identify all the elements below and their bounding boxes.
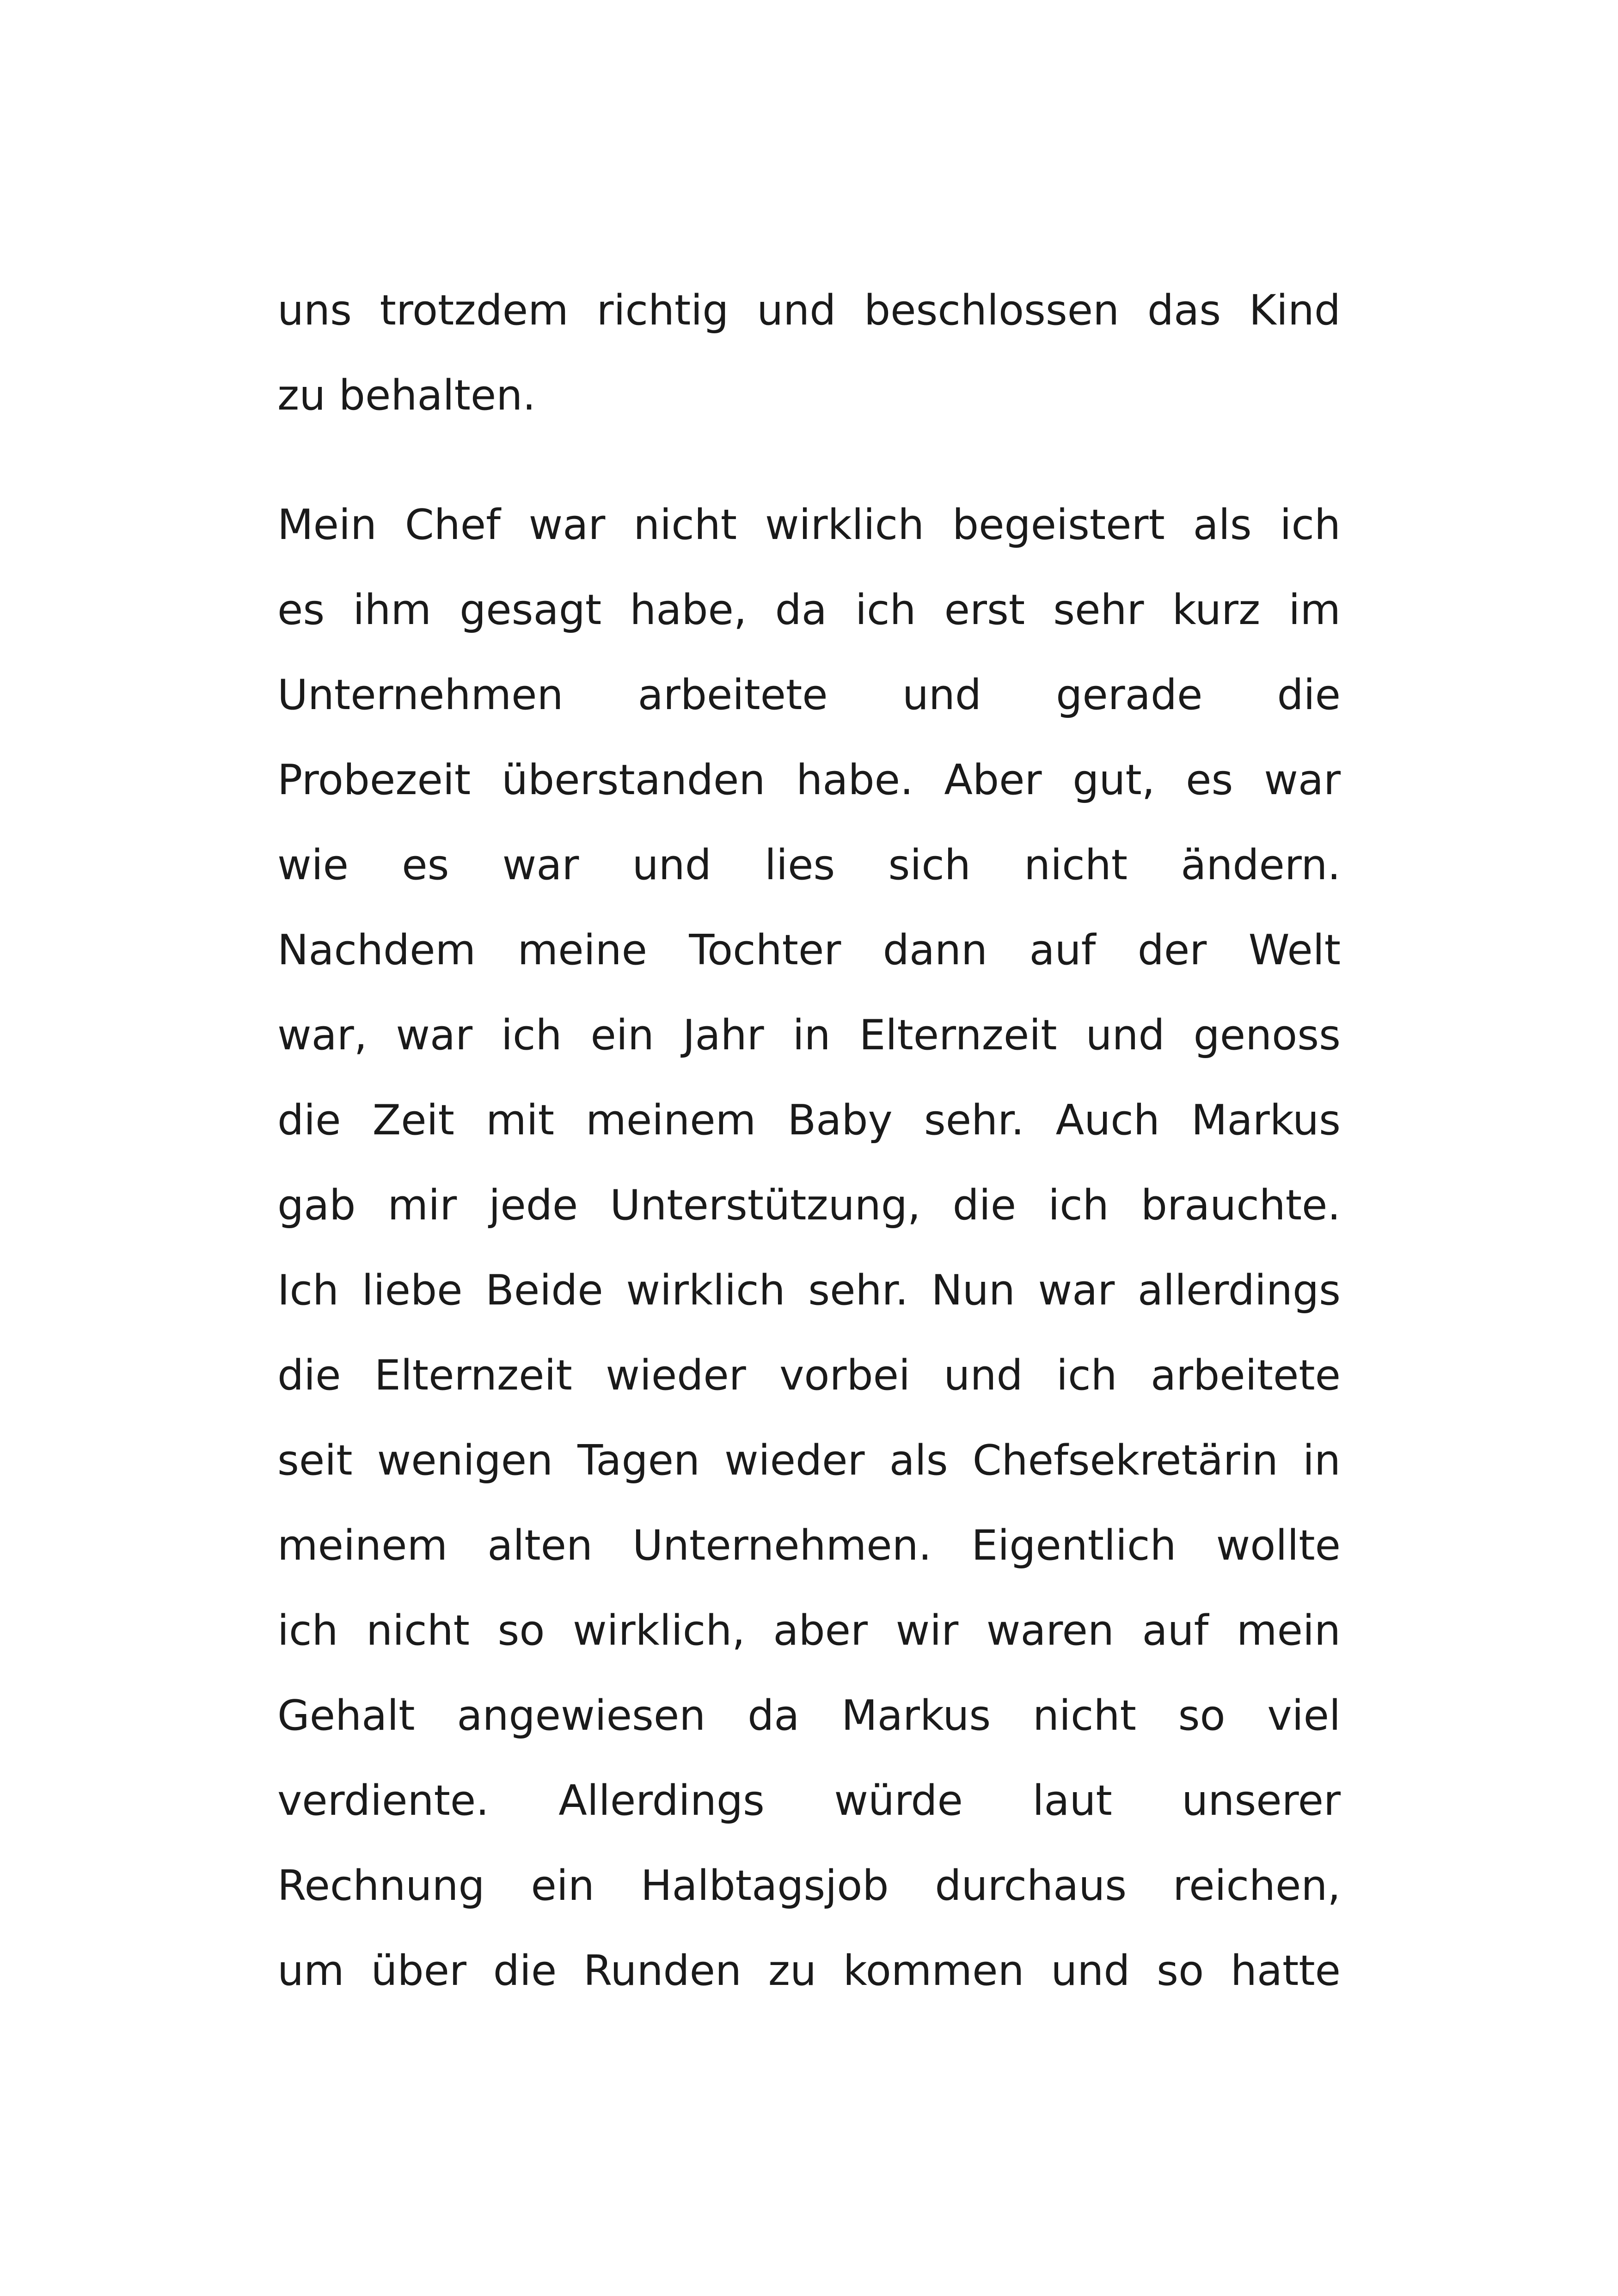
- text-line: verdiente. Allerdings würde laut unserer: [277, 1776, 1341, 1825]
- text-line: Probezeit überstanden habe. Aber gut, es war: [277, 756, 1341, 804]
- text-line: zu behalten.: [277, 371, 536, 420]
- text-line: Mein Chef war nicht wirklich begeistert als ich: [277, 501, 1341, 549]
- paragraph-spacer: [277, 438, 1341, 483]
- text-line: gab mir jede Unterstützung, die ich brauchte.: [277, 1181, 1341, 1230]
- text-line: die Zeit mit meinem Baby sehr. Auch Markus: [277, 1096, 1341, 1145]
- body-text: [277, 268, 1341, 2014]
- text-line: Rechnung ein Halbtagsjob durchaus reichen,: [277, 1861, 1341, 1910]
- text-line: die Elternzeit wieder vorbei und ich arbeitete: [277, 1351, 1341, 1400]
- text-line: Ich liebe Beide wirklich sehr. Nun war allerdings: [277, 1266, 1341, 1315]
- text-line: uns trotzdem richtig und beschlossen das Kind: [277, 286, 1341, 335]
- paragraph-1: [277, 268, 1341, 438]
- paragraph-2: [277, 483, 1341, 2014]
- text-line: seit wenigen Tagen wieder als Chefsekretärin in: [277, 1436, 1341, 1485]
- text-line: wie es war und lies sich nicht ändern.: [277, 841, 1341, 889]
- text-line: um über die Runden zu kommen und so hatte: [277, 1947, 1341, 1995]
- text-line: Nachdem meine Tochter dann auf der Welt: [277, 926, 1341, 974]
- text-line: meinem alten Unternehmen. Eigentlich wollte: [277, 1521, 1341, 1570]
- text-line: war, war ich ein Jahr in Elternzeit und genoss: [277, 1011, 1341, 1059]
- text-line: ich nicht so wirklich, aber wir waren auf mein: [277, 1606, 1341, 1655]
- text-line: es ihm gesagt habe, da ich erst sehr kurz im: [277, 586, 1341, 634]
- text-line: Unternehmen arbeitete und gerade die: [277, 671, 1341, 719]
- text-line: Gehalt angewiesen da Markus nicht so viel: [277, 1691, 1341, 1740]
